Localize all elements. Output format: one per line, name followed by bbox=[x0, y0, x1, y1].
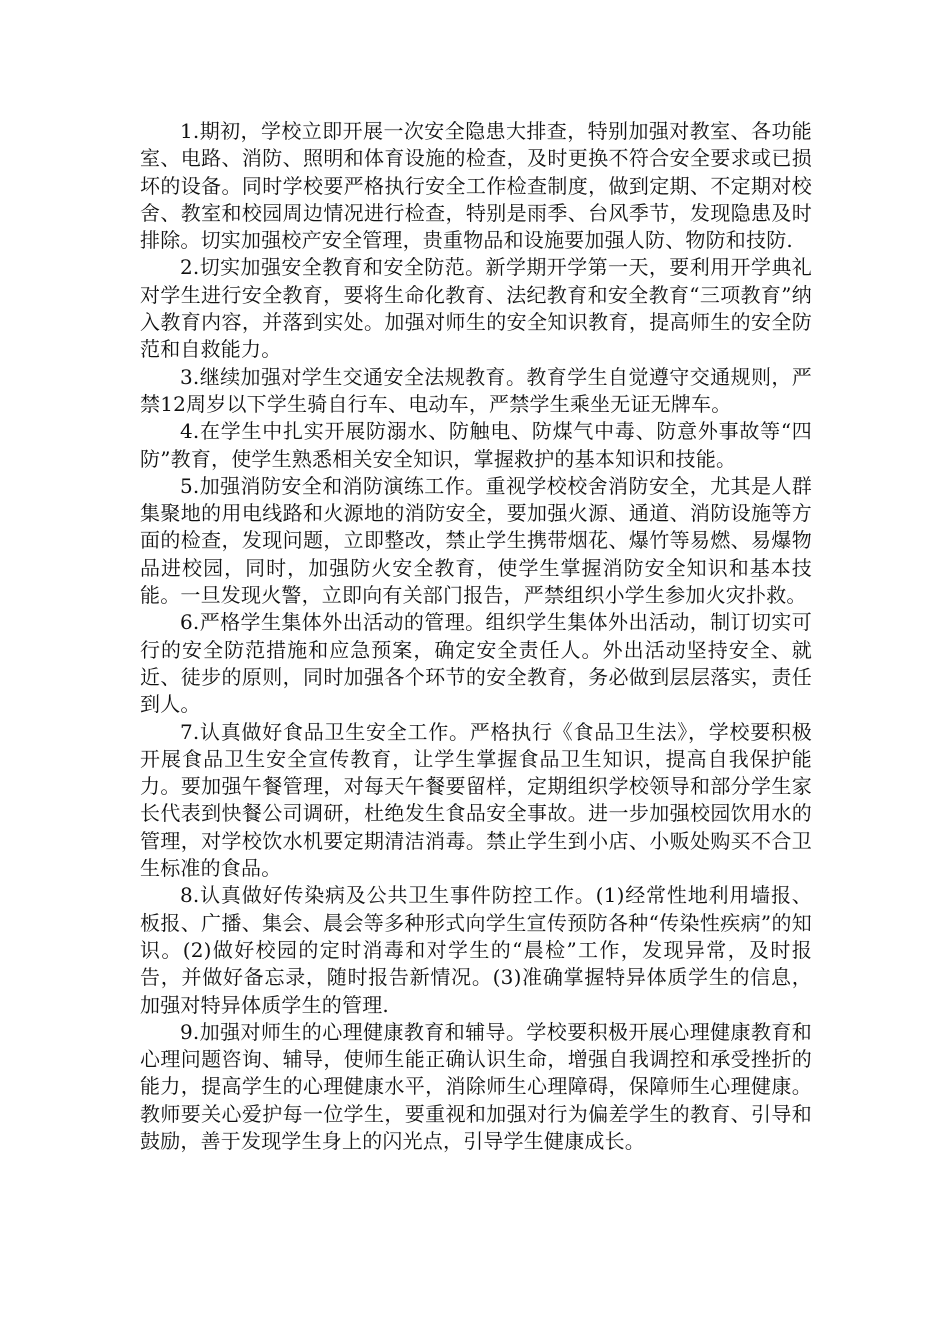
paragraph-1: 1.期初，学校立即开展一次安全隐患大排查，特别加强对教室、各功能室、电路、消防、照明和体育设施的检查，及时更换不符合安全要求或已损坏的设备。同时学校要严格执行安全工作检查制度，做到定期、不定期对校舍、教室和校园周边情况进行检查，特别是雨季、台风季节，发现隐患及时排除。切实加强校产安全管理，贵重物品和设施要加强人防、物防和技防. bbox=[140, 119, 812, 253]
document-body bbox=[140, 118, 812, 1155]
paragraph-4: 4.在学生中扎实开展防溺水、防触电、防煤气中毒、防意外事故等“四防”教育，使学生熟悉相关安全知识，掌握救护的基本知识和技能。 bbox=[140, 419, 812, 471]
paragraph-5: 5.加强消防安全和消防演练工作。重视学校校舍消防安全，尤其是人群集聚地的用电线路和火源地的消防安全，要加强火源、通道、消防设施等方面的检查，发现问题，立即整改，禁止学生携带烟花、爆竹等易燃、易爆物品进校园，同时，加强防火安全教育，使学生掌握消防安全知识和基本技能。一旦发现火警，立即向有关部门报告，严禁组织小学生参加火灾扑救。 bbox=[140, 473, 812, 608]
paragraph-6: 6.严格学生集体外出活动的管理。组织学生集体外出活动，制订切实可行的安全防范措施和应急预案，确定安全责任人。外出活动坚持安全、就近、徒步的原则，同时加强各个环节的安全教育，务必做到层层落实，责任到人。 bbox=[140, 610, 812, 717]
paragraph-3: 3.继续加强对学生交通安全法规教育。教育学生自觉遵守交通规则，严禁12周岁以下学生骑自行车、电动车，严禁学生乘坐无证无牌车。 bbox=[140, 364, 812, 416]
paragraph-8: 8.认真做好传染病及公共卫生事件防控工作。(1)经常性地利用墙报、板报、广播、集会、晨会等多种形式向学生宣传预防各种“传染性疾病”的知识。(2)做好校园的定时消毒和对学生的“晨检”工作，发现异常，及时报告，并做好备忘录，随时报告新情况。(3)准确掌握特异体质学生的信息，加强对特异体质学生的管理. bbox=[140, 883, 812, 1017]
paragraph-7: 7.认真做好食品卫生安全工作。严格执行《食品卫生法》，学校要积极开展食品卫生安全宣传教育，让学生掌握食品卫生知识，提高自我保护能力。要加强午餐管理，对每天午餐要留样，定期组织学校领导和部分学生家长代表到快餐公司调研，杜绝发生食品安全事故。进一步加强校园饮用水的管理，对学校饮水机要定期清洁消毒。禁止学生到小店、小贩处购买不合卫生标准的食品。 bbox=[140, 719, 812, 881]
paragraph-9: 9.加强对师生的心理健康教育和辅导。学校要积极开展心理健康教育和心理问题咨询、辅导，使师生能正确认识生命，增强自我调控和承受挫折的能力，提高学生的心理健康水平，消除师生心理障碍，保障师生心理健康。教师要关心爱护每一位学生，要重视和加强对行为偏差学生的教育、引导和鼓励，善于发现学生身上的闪光点，引导学生健康成长。 bbox=[140, 1019, 812, 1153]
paragraph-2: 2.切实加强安全教育和安全防范。新学期开学第一天，要利用开学典礼对学生进行安全教育，要将生命化教育、法纪教育和安全教育“三项教育”纳入教育内容，并落到实处。加强对师生的安全知识教育，提高师生的安全防范和自救能力。 bbox=[140, 255, 812, 362]
